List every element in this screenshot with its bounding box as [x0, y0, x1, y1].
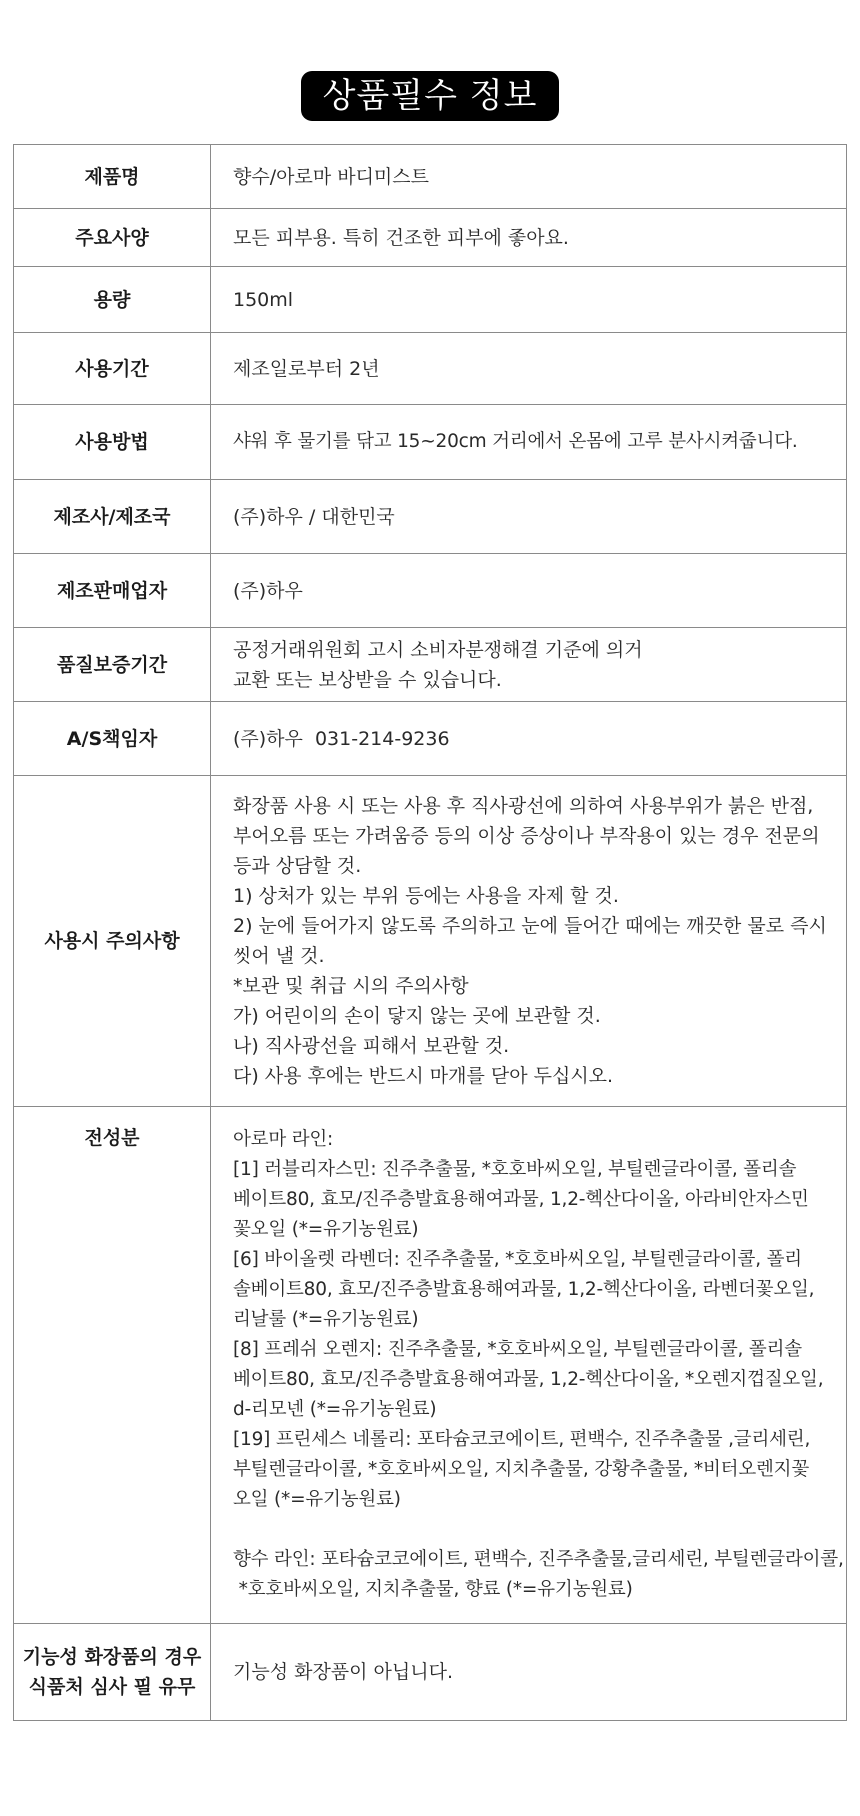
value-line: 제조일로부터 2년: [233, 357, 380, 380]
table-row: [14, 554, 847, 628]
value-line: 향수/아로마 바디미스트: [233, 165, 429, 188]
row-label: 제조판매업자: [14, 554, 211, 628]
row-label: 전성분: [14, 1107, 211, 1624]
value-line: 부어오름 또는 가려움증 등의 이상 증상이나 부작용이 있는 경우 전문의: [233, 825, 820, 847]
value-line: 꽃오일 (*=유기농원료): [233, 1219, 419, 1240]
table-row: [14, 405, 847, 480]
value-line: 1) 상처가 있는 부위 등에는 사용을 자제 할 것.: [233, 885, 619, 907]
row-label: 품질보증기간: [14, 628, 211, 702]
value-line: 공정거래위원회 고시 소비자분쟁해결 기준에 의거: [233, 638, 643, 661]
value-line: 샤워 후 물기를 닦고 15~20cm 거리에서 온몸에 고루 분사시켜줍니다.: [233, 431, 798, 452]
label-line: 식품처 심사 필 유무: [28, 1676, 196, 1698]
row-label: 용량: [14, 267, 211, 333]
value-line: 베이트80, 효모/진주층발효용해여과물, 1,2-헥산다이올, *오렌지껍질오일,: [233, 1369, 824, 1390]
row-value: [211, 1624, 847, 1721]
value-line: 가) 어린이의 손이 닿지 않는 곳에 보관할 것.: [233, 1005, 601, 1027]
row-label: 주요사양: [14, 209, 211, 267]
value-line: [19] 프린세스 네롤리: 포타슘코코에이트, 편백수, 진주추출물 ,글리세린,: [233, 1429, 811, 1450]
page-title: 상품필수 정보: [301, 71, 560, 121]
value-line: (주)하우 031-214-9236: [233, 727, 450, 750]
row-label: 사용시 주의사항: [14, 776, 211, 1107]
label-line: 기능성 화장품의 경우: [22, 1646, 202, 1668]
table-row: [14, 702, 847, 776]
row-value: [211, 776, 847, 1107]
value-line: d-리모넨 (*=유기농원료): [233, 1399, 437, 1420]
row-value: [211, 1107, 847, 1624]
value-line: 기능성 화장품이 아닙니다.: [233, 1661, 454, 1683]
row-label: 사용기간: [14, 333, 211, 405]
table-row: [14, 776, 847, 1107]
table-row: [14, 145, 847, 209]
value-line: 150ml: [233, 288, 294, 311]
blank-line: [233, 1515, 824, 1545]
value-line: *호호바씨오일, 지치추출물, 향료 (*=유기농원료): [233, 1579, 633, 1600]
row-value: [211, 267, 847, 333]
value-line: 향수 라인: 포타슘코코에이트, 편백수, 진주추출물,글리세린, 부틸렌글라이콜,: [233, 1549, 844, 1570]
row-value: [211, 702, 847, 776]
value-line: 씻어 낼 것.: [233, 945, 325, 967]
row-value: [211, 145, 847, 209]
row-value: [211, 480, 847, 554]
value-line: *보관 및 취급 시의 주의사항: [233, 975, 469, 997]
row-label: 제조사/제조국: [14, 480, 211, 554]
row-value: [211, 554, 847, 628]
value-line: 오일 (*=유기농원료): [233, 1489, 401, 1510]
value-line: (주)하우 / 대한민국: [233, 505, 395, 528]
table-row: [14, 333, 847, 405]
row-label: [14, 1624, 211, 1721]
value-line: 베이트80, 효모/진주층발효용해여과물, 1,2-헥산다이올, 아라비안자스민: [233, 1189, 809, 1210]
table-row: [14, 1107, 847, 1624]
value-line: 리날룰 (*=유기농원료): [233, 1309, 419, 1330]
value-line: 다) 사용 후에는 반드시 마개를 닫아 두십시오.: [233, 1065, 614, 1087]
table-row: [14, 267, 847, 333]
row-value: [211, 405, 847, 480]
value-line: [8] 프레쉬 오렌지: 진주추출물, *호호바씨오일, 부틸렌글라이콜, 폴리솔: [233, 1339, 802, 1360]
row-value: [211, 209, 847, 267]
title-area: [0, 71, 860, 121]
value-line: 화장품 사용 시 또는 사용 후 직사광선에 의하여 사용부위가 붉은 반점,: [233, 795, 814, 817]
value-line: 솔베이트80, 효모/진주층발효용해여과물, 1,2-헥산다이올, 라벤더꽃오일,: [233, 1279, 815, 1300]
value-line: 등과 상담할 것.: [233, 855, 362, 877]
row-value: [211, 628, 847, 702]
value-line: 모든 피부용. 특히 건조한 피부에 좋아요.: [233, 226, 569, 249]
value-line: 교환 또는 보상받을 수 있습니다.: [233, 668, 502, 691]
table-row: [14, 628, 847, 702]
value-line: [1] 러블리자스민: 진주추출물, *호호바씨오일, 부틸렌글라이콜, 폴리솔: [233, 1159, 797, 1180]
value-line: 2) 눈에 들어가지 않도록 주의하고 눈에 들어간 때에는 깨끗한 물로 즉시: [233, 915, 827, 937]
value-line: 나) 직사광선을 피해서 보관할 것.: [233, 1035, 510, 1057]
value-line: [6] 바이올렛 라벤더: 진주추출물, *호호바씨오일, 부틸렌글라이콜, 폴리: [233, 1249, 802, 1270]
value-line: 부틸렌글라이콜, *호호바씨오일, 지치추출물, 강황추출물, *비터오렌지꽃: [233, 1459, 810, 1480]
value-line: 아로마 라인:: [233, 1129, 334, 1150]
row-label: 제품명: [14, 145, 211, 209]
row-value: [211, 333, 847, 405]
table-row: [14, 1624, 847, 1721]
row-label: 사용방법: [14, 405, 211, 480]
product-info-table: [13, 144, 847, 1721]
row-label: A/S책임자: [14, 702, 211, 776]
table-row: [14, 480, 847, 554]
table-row: [14, 209, 847, 267]
value-line: (주)하우: [233, 579, 303, 602]
